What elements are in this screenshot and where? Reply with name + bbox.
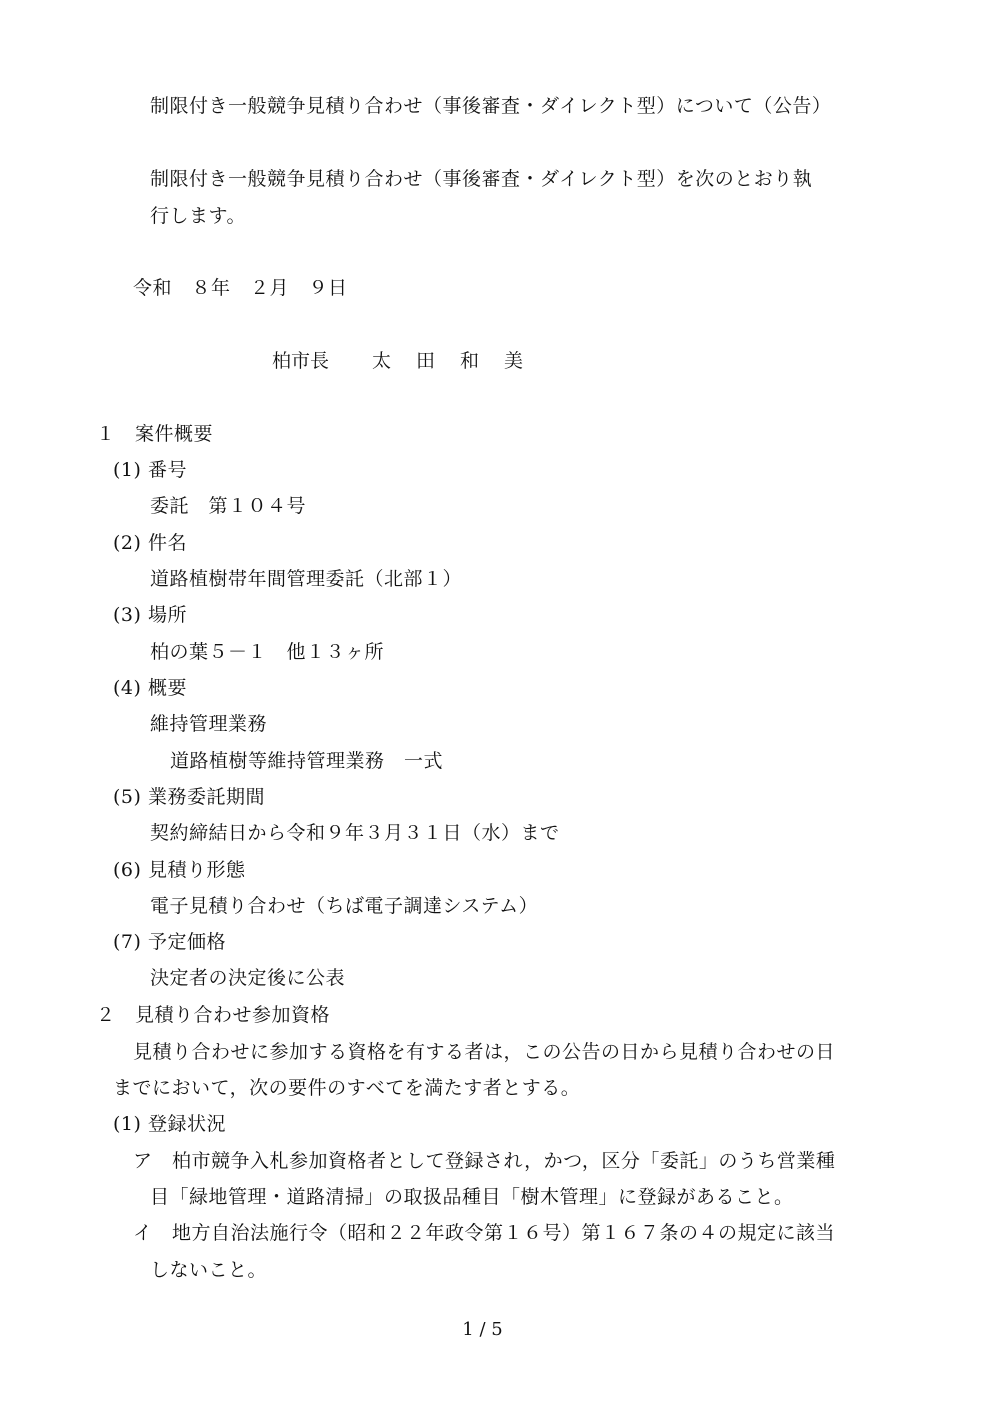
- item-4-value: 維持管理業務: [150, 713, 268, 735]
- signer-title: 柏市長: [272, 350, 330, 372]
- item-7-label: (7) 予定価格: [113, 931, 226, 953]
- item-3-value: 柏の葉５－１ 他１３ヶ所: [150, 641, 385, 663]
- requirement-a-line-2: 目「緑地管理・道路清掃」の取扱品種目「樹木管理」に登録があること。: [150, 1186, 794, 1208]
- section-2-heading: ２ 見積り合わせ参加資格: [96, 1004, 331, 1026]
- subsection-registration-label: (1) 登録状況: [113, 1113, 226, 1135]
- item-4-detail: 道路植樹等維持管理業務 一式: [170, 750, 444, 772]
- item-3-label: (3) 場所: [113, 604, 187, 626]
- item-1-label: (1) 番号: [113, 459, 187, 481]
- intro-text-line-2: 行します。: [150, 205, 246, 227]
- page-number: 1 / 5: [462, 1319, 503, 1340]
- section-1-heading: １ 案件概要: [96, 423, 214, 445]
- item-5-label: (5) 業務委託期間: [113, 786, 265, 808]
- requirement-i-line-2: しないこと。: [150, 1259, 268, 1281]
- item-2-label: (2) 件名: [113, 532, 187, 554]
- notice-date: 令和 ８年 ２月 ９日: [133, 277, 348, 299]
- document-title: 制限付き一般競争見積り合わせ（事後審査・ダイレクト型）について（公告）: [150, 95, 832, 117]
- section-2-paragraph-line-1: 見積り合わせに参加する資格を有する者は，この公告の日から見積り合わせの日: [133, 1041, 836, 1063]
- item-2-value: 道路植樹帯年間管理委託（北部１）: [150, 568, 463, 590]
- item-1-value: 委託 第１０４号: [150, 495, 307, 517]
- item-6-value: 電子見積り合わせ（ちば電子調達システム）: [150, 895, 539, 917]
- signature-line: [0, 349, 1000, 373]
- requirement-a-line-1: ア 柏市競争入札参加資格者として登録され，かつ，区分「委託」のうち営業種: [133, 1150, 836, 1172]
- item-4-label: (4) 概要: [113, 677, 187, 699]
- section-2-paragraph-line-2: までにおいて，次の要件のすべてを満たす者とする。: [113, 1077, 581, 1099]
- intro-text-line-1: 制限付き一般競争見積り合わせ（事後審査・ダイレクト型）を次のとおり執: [150, 168, 813, 190]
- item-6-label: (6) 見積り形態: [113, 859, 246, 881]
- signer-name: 太 田 和 美: [372, 350, 527, 372]
- requirement-i-line-1: イ 地方自治法施行令（昭和２２年政令第１６号）第１６７条の４の規定に該当: [133, 1222, 836, 1244]
- item-5-value: 契約締結日から令和９年３月３１日（水）まで: [150, 822, 560, 844]
- item-7-value: 決定者の決定後に公表: [150, 967, 346, 989]
